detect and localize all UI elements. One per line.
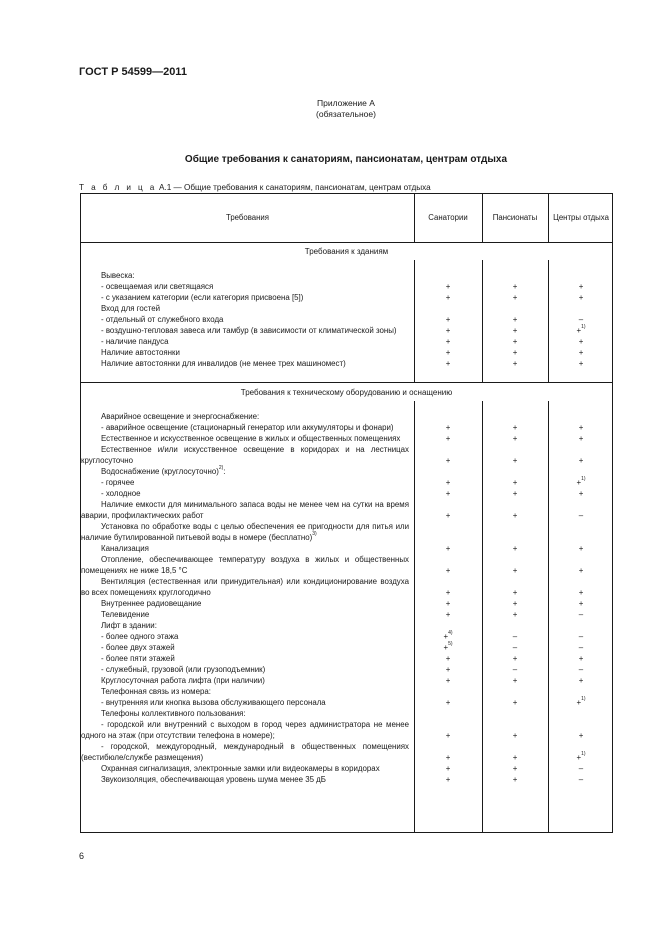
requirement-text: Канализация: [101, 544, 149, 553]
page-title: Общие требования к санаториям, пансионатам, центрам отдыха: [184, 154, 508, 165]
mark-sanatoriums: +: [445, 730, 451, 740]
mark-boarding-houses: +: [512, 433, 518, 443]
table-row: [81, 686, 612, 697]
table-row: [81, 653, 612, 664]
section-equipment: Требования к техническому оборудованию и оснащению: [240, 388, 453, 397]
table-row: [81, 708, 612, 719]
mark-boarding-houses: +: [512, 587, 518, 597]
mark-sanatoriums: +: [445, 774, 451, 784]
page-number: 6: [79, 851, 85, 861]
requirement-text: - более двух этажей: [101, 643, 175, 652]
mark-sanatoriums: +: [445, 543, 451, 553]
mark-boarding-houses: +: [512, 314, 518, 324]
table-row: [81, 488, 612, 499]
mark-recreation-centers: +$^{1)}$: [576, 750, 586, 762]
mark-sanatoriums: +: [445, 477, 451, 487]
requirement-text: Телефоны коллективного пользования:: [101, 709, 246, 718]
table-row: [81, 554, 612, 576]
mark-sanatoriums: +: [445, 433, 451, 443]
mark-sanatoriums: +: [445, 587, 451, 597]
annex-status: (обязательное): [316, 109, 376, 119]
mark-recreation-centers: –: [578, 763, 584, 773]
requirement-text: - отдельный от служебного входа: [101, 315, 224, 324]
mark-sanatoriums: +: [445, 336, 451, 346]
mark-boarding-houses: +: [512, 292, 518, 302]
mark-boarding-houses: +: [512, 598, 518, 608]
requirement-text: - аварийное освещение (стационарный генератор или аккумуляторы и фонари): [101, 423, 394, 432]
requirement-text: - горячее: [101, 478, 135, 487]
table-caption: [79, 183, 431, 192]
mark-boarding-houses: +: [512, 455, 518, 465]
requirement-text: - воздушно-тепловая завеса или тамбур (в зависимости от климатической зоны): [101, 326, 397, 335]
table-row: [81, 281, 612, 292]
requirement-text: Наличие автостоянки для инвалидов (не менее трех машиномест): [101, 359, 346, 368]
mark-recreation-centers: –: [578, 774, 584, 784]
requirement-text: Круглосуточная работа лифта (при наличии): [101, 676, 265, 685]
table-row: [81, 466, 612, 477]
requirement-text: Вывеска:: [101, 271, 135, 280]
mark-sanatoriums: +$^{5)}$: [443, 640, 453, 652]
mark-recreation-centers: +$^{1)}$: [576, 475, 586, 487]
mark-boarding-houses: +: [512, 510, 518, 520]
requirement-text: - с указанием категории (если категория присвоена [5]): [101, 293, 304, 302]
requirement-text: Водоснабжение (круглосуточно)$^{2)}$:: [101, 465, 226, 476]
mark-boarding-houses: +: [512, 653, 518, 663]
requirement-text: - освещаемая или светящаяся: [101, 282, 214, 291]
requirement-text: Наличие емкости для минимального запаса воды не менее чем на сутки на время аварии, профилактических работ: [81, 500, 409, 521]
table-row: [81, 719, 612, 741]
requirement-text: - наличие пандуса: [101, 337, 169, 346]
mark-boarding-houses: +: [512, 543, 518, 553]
table-row: [81, 774, 612, 785]
mark-sanatoriums: +: [445, 325, 451, 335]
mark-sanatoriums: +$^{4)}$: [443, 629, 453, 641]
requirement-text: - более пяти этажей: [101, 654, 175, 663]
mark-recreation-centers: +$^{1)}$: [576, 323, 586, 335]
requirement-text: Установка по обработке воды с целью обеспечения ее пригодности для питья или наличие бутилированной питьевой воды в номере (бесплатно)$^{3)}$: [81, 522, 409, 543]
mark-sanatoriums: +: [445, 752, 451, 762]
table-row: [81, 422, 612, 433]
mark-recreation-centers: –: [578, 609, 584, 619]
mark-recreation-centers: +: [578, 565, 584, 575]
mark-sanatoriums: +: [445, 488, 451, 498]
mark-recreation-centers: +: [578, 281, 584, 291]
requirement-text: - более одного этажа: [101, 632, 179, 641]
mark-recreation-centers: +: [578, 336, 584, 346]
header-recreation-centers: Центры отдыха: [553, 213, 609, 222]
mark-recreation-centers: +: [578, 347, 584, 357]
requirement-text: Звукоизоляция, обеспечивающая уровень шума менее 35 дБ: [101, 775, 326, 784]
mark-sanatoriums: +: [445, 675, 451, 685]
mark-recreation-centers: –: [578, 642, 584, 652]
table-row: [81, 314, 612, 325]
annex-heading: [246, 98, 446, 120]
mark-recreation-centers: –: [578, 510, 584, 520]
table-row: [81, 499, 612, 521]
mark-sanatoriums: +: [445, 510, 451, 520]
mark-sanatoriums: +: [445, 455, 451, 465]
mark-recreation-centers: +: [578, 653, 584, 663]
requirement-text: Наличие автостоянки: [101, 348, 180, 357]
mark-recreation-centers: –: [578, 664, 584, 674]
requirement-text: Лифт в здании:: [101, 621, 157, 630]
mark-boarding-houses: +: [512, 730, 518, 740]
table-row: [81, 336, 612, 347]
requirement-text: Телевидение: [101, 610, 150, 619]
table-row: [81, 664, 612, 675]
table-row: [81, 477, 612, 488]
mark-boarding-houses: +: [512, 763, 518, 773]
table-row: [81, 521, 612, 543]
table-row: [81, 598, 612, 609]
mark-recreation-centers: +$^{1)}$: [576, 695, 586, 707]
mark-sanatoriums: +: [445, 565, 451, 575]
mark-boarding-houses: +: [512, 675, 518, 685]
table-row: [81, 675, 612, 686]
mark-boarding-houses: +: [512, 336, 518, 346]
mark-sanatoriums: +: [445, 598, 451, 608]
mark-recreation-centers: +: [578, 543, 584, 553]
mark-sanatoriums: +: [445, 422, 451, 432]
mark-recreation-centers: +: [578, 488, 584, 498]
requirement-text: - служебный, грузовой (или грузоподъемник): [101, 665, 266, 674]
requirement-text: - городской, междугородный, международный в общественных помещениях (вестибюле/службе размещения): [81, 742, 409, 763]
requirement-text: Внутреннее радиовещание: [101, 599, 202, 608]
requirement-text: - внутренняя или кнопка вызова обслуживающего персонала: [101, 698, 326, 707]
mark-boarding-houses: +: [512, 325, 518, 335]
requirement-text: Аварийное освещение и энергоснабжение:: [101, 412, 260, 421]
mark-sanatoriums: +: [445, 292, 451, 302]
section-buildings: Требования к зданиям: [304, 247, 389, 256]
requirement-text: Естественное и/или искусственное освещение в коридорах и на лестницах круглосуточно: [81, 445, 409, 466]
mark-boarding-houses: +: [512, 488, 518, 498]
table-row: [81, 358, 612, 369]
mark-boarding-houses: –: [512, 664, 518, 674]
table-row: [81, 576, 612, 598]
header-sanatoriums: Санатории: [428, 213, 468, 222]
header-requirements: Требования: [226, 213, 269, 222]
mark-boarding-houses: +: [512, 609, 518, 619]
mark-boarding-houses: +: [512, 752, 518, 762]
mark-boarding-houses: +: [512, 697, 518, 707]
requirement-text: Вентиляция (естественная или принудительная) или кондиционирование воздуха во всех помещениях круглогодично: [81, 577, 409, 598]
requirement-text: Естественное и искусственное освещение в жилых и общественных помещениях: [101, 434, 401, 443]
table-caption-label: Т а б л и ц а: [79, 183, 157, 192]
requirement-text: - городской или внутренний с выходом в город через администратора не менее одного на этаж (при отсутствии телефона в номере);: [81, 720, 409, 741]
table-row: [81, 347, 612, 358]
mark-recreation-centers: +: [578, 358, 584, 368]
mark-recreation-centers: +: [578, 433, 584, 443]
mark-recreation-centers: +: [578, 730, 584, 740]
standard-header: ГОСТ Р 54599—2011: [79, 66, 187, 78]
mark-sanatoriums: +: [445, 697, 451, 707]
table-row: [81, 763, 612, 774]
mark-boarding-houses: +: [512, 565, 518, 575]
table-row: [81, 631, 612, 642]
mark-recreation-centers: –: [578, 631, 584, 641]
mark-sanatoriums: +: [445, 609, 451, 619]
table-row: [81, 444, 612, 466]
mark-boarding-houses: –: [512, 631, 518, 641]
table-row: [81, 609, 612, 620]
mark-boarding-houses: –: [512, 642, 518, 652]
requirement-text: - холодное: [101, 489, 141, 498]
requirement-text: Охранная сигнализация, электронные замки или видеокамеры в коридорах: [101, 764, 380, 773]
annex-title: Приложение А: [317, 98, 375, 108]
table-row: [81, 433, 612, 444]
requirement-text: Вход для гостей: [101, 304, 161, 313]
requirement-text: Телефонная связь из номера:: [101, 687, 211, 696]
mark-boarding-houses: +: [512, 477, 518, 487]
mark-sanatoriums: +: [445, 314, 451, 324]
table-row: [81, 697, 612, 708]
requirement-text: Отопление, обеспечивающее температуру воздуха в жилых и общественных помещениях не ниже 18,5 °С: [81, 555, 409, 576]
table-row: [81, 642, 612, 653]
mark-sanatoriums: +: [445, 358, 451, 368]
requirements-table: [80, 193, 613, 833]
table-row: [81, 292, 612, 303]
mark-sanatoriums: +: [445, 281, 451, 291]
table-row: [81, 325, 612, 336]
mark-boarding-houses: +: [512, 422, 518, 432]
mark-boarding-houses: +: [512, 774, 518, 784]
table-row: [81, 303, 612, 314]
table-row: [81, 620, 612, 631]
mark-recreation-centers: +: [578, 455, 584, 465]
mark-recreation-centers: +: [578, 675, 584, 685]
mark-recreation-centers: +: [578, 292, 584, 302]
table-caption-text: А.1 — Общие требования к санаториям, пансионатам, центрам отдыха: [156, 183, 431, 192]
mark-recreation-centers: +: [578, 598, 584, 608]
mark-sanatoriums: +: [445, 347, 451, 357]
mark-boarding-houses: +: [512, 281, 518, 291]
table-row: [81, 411, 612, 422]
mark-recreation-centers: +: [578, 587, 584, 597]
mark-recreation-centers: +: [578, 422, 584, 432]
mark-boarding-houses: +: [512, 347, 518, 357]
mark-recreation-centers: –: [578, 314, 584, 324]
table-row: [81, 543, 612, 554]
mark-sanatoriums: +: [445, 653, 451, 663]
mark-sanatoriums: +: [445, 763, 451, 773]
mark-sanatoriums: +: [445, 664, 451, 674]
table-row: [81, 270, 612, 281]
table-row: [81, 741, 612, 763]
mark-boarding-houses: +: [512, 358, 518, 368]
header-boarding-houses: Пансионаты: [492, 213, 538, 222]
